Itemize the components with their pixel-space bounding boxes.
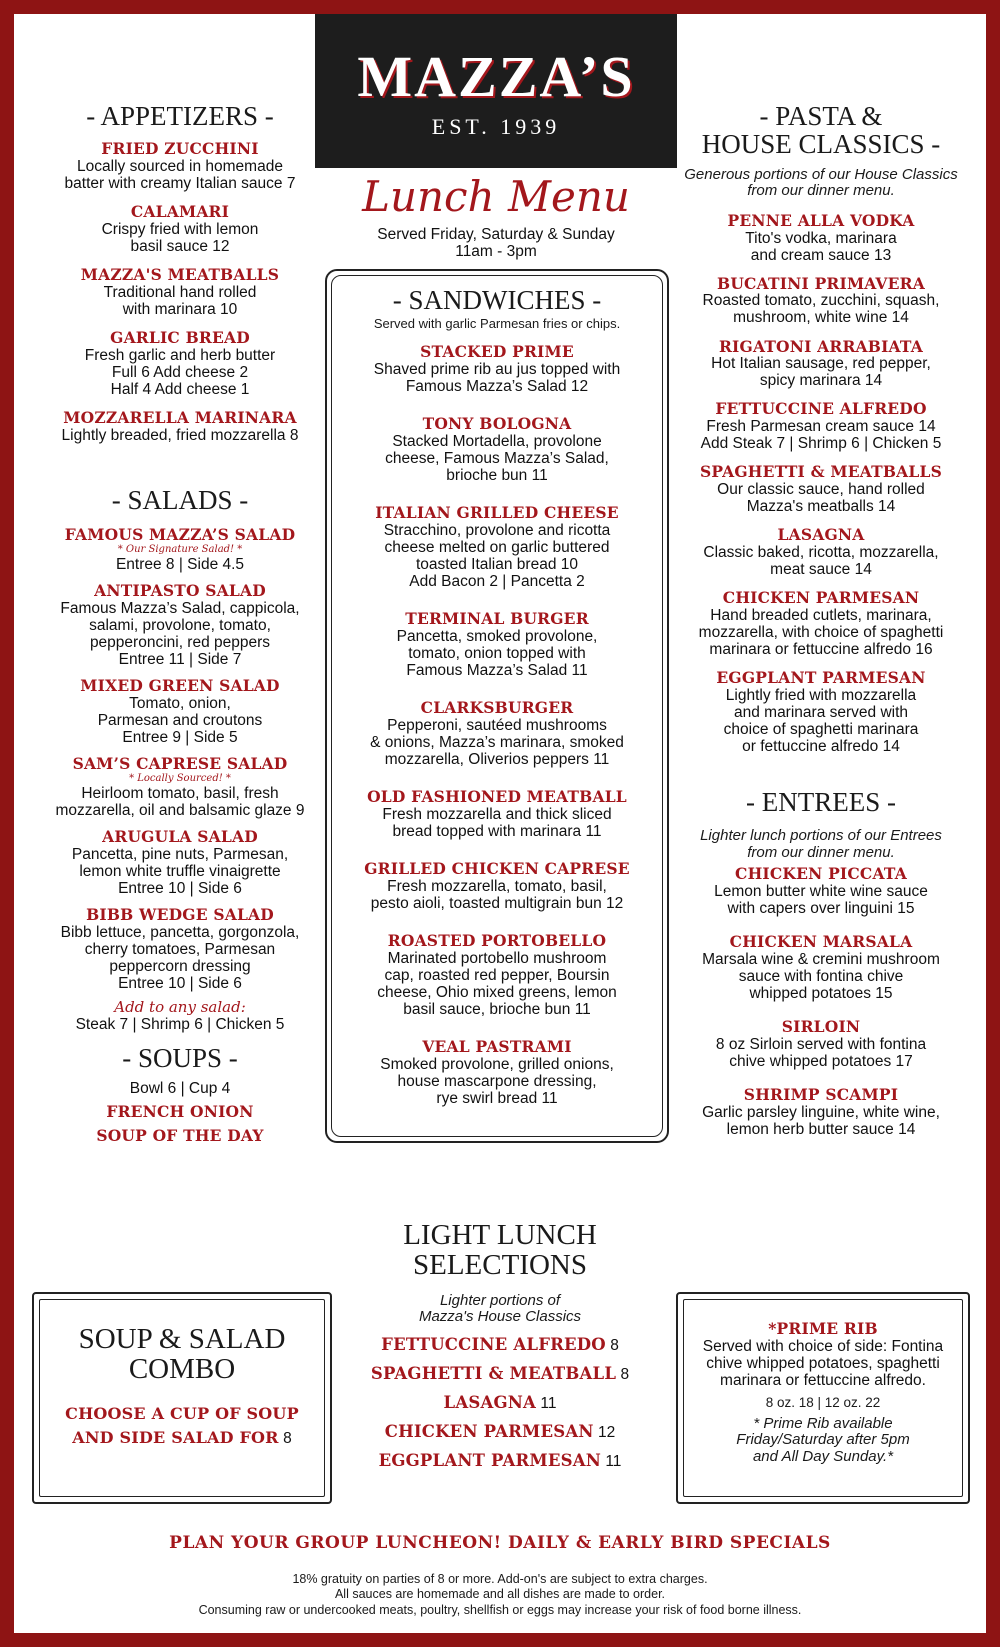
pasta-item-line: Add Steak 7 | Shrimp 6 | Chicken 5 — [700, 435, 942, 453]
sandwich-item — [327, 699, 667, 768]
pasta-item-line: Hot Italian sausage, red pepper, — [711, 355, 931, 373]
prime-rib-note — [676, 1416, 970, 1466]
entree-item-line: chive whipped potatoes 17 — [729, 1053, 913, 1071]
entrees-section — [656, 788, 986, 1138]
pasta-item — [656, 669, 986, 755]
appetizer-item-line: with marinara 10 — [122, 301, 238, 319]
appetizer-item-line: batter with creamy Italian sauce 7 — [64, 175, 296, 193]
pasta-item-line: Hand breaded cutlets, marinara, — [710, 606, 932, 624]
sandwich-item-line: Famous Mazza’s Salad 12 — [405, 378, 589, 396]
pasta-item-line: mozzarella, with choice of spaghetti — [698, 623, 944, 641]
light-lunch-item-name: SPAGHETTI & MEATBALL — [370, 1363, 617, 1383]
appetizer-item — [20, 266, 340, 318]
light-lunch-item-name: CHICKEN PARMESAN — [384, 1421, 594, 1441]
salad-item-note: * Locally Sourced! * — [129, 772, 231, 784]
sandwich-item-line: Stacked Mortadella, provolone — [392, 433, 602, 451]
appetizer-item-line: Half 4 Add cheese 1 — [110, 380, 250, 398]
pasta-item-line: meat sauce 14 — [770, 561, 872, 579]
entree-item — [656, 1086, 986, 1138]
sandwich-item — [327, 343, 667, 395]
light-lunch-title-2: SELECTIONS — [413, 1249, 587, 1282]
pasta-title-2: HOUSE CLASSICS - — [701, 129, 941, 160]
appetizer-item-line: Crispy fried with lemon — [101, 221, 259, 239]
appetizer-item-line: Locally sourced in homemade — [77, 158, 283, 176]
salad-item-name: MIXED GREEN SALAD — [80, 676, 280, 696]
salad-item-line: salami, provolone, tomato, — [89, 617, 271, 635]
light-lunch-item-name: EGGPLANT PARMESAN — [378, 1450, 602, 1470]
salad-item-line: Pancetta, pine nuts, Parmesan, — [71, 845, 289, 863]
prime-rib-note-line: Friday/Saturday after 5pm — [736, 1431, 910, 1449]
appetizer-item-name: MAZZA'S MEATBALLS — [80, 265, 280, 285]
sandwich-item-line: house mascarpone dressing, — [397, 1072, 597, 1090]
entrees-list — [656, 865, 986, 1138]
pasta-item-line: Lightly fried with mozzarella — [725, 686, 917, 704]
light-lunch-item-name: LASAGNA — [443, 1392, 537, 1412]
entree-item-line: 8 oz Sirloin served with fontina — [715, 1036, 927, 1054]
soups-title: - SOUPS - — [122, 1043, 238, 1073]
light-lunch-list — [340, 1336, 660, 1471]
pasta-item-name: CHICKEN PARMESAN — [722, 588, 920, 608]
soup-sizes: Bowl 6 | Cup 4 — [129, 1080, 231, 1098]
sandwich-item-line: Famous Mazza’s Salad 11 — [406, 662, 588, 680]
pasta-item — [656, 212, 986, 264]
combo-price: 8 — [283, 1430, 292, 1448]
entree-item-line: Lemon butter white wine sauce — [714, 883, 928, 901]
entrees-subtitle-2: from our dinner menu. — [747, 843, 895, 861]
light-lunch-item-price: 8 — [616, 1365, 630, 1383]
salad-item-line: Famous Mazza’s Salad, cappicola, — [60, 600, 300, 618]
pasta-item — [656, 526, 986, 578]
appetizer-item-name: CALAMARI — [130, 202, 230, 222]
sandwich-item — [327, 1038, 667, 1107]
appetizer-item-line: Fresh garlic and herb butter — [84, 346, 276, 364]
prime-rib-prices: 8 oz. 18 | 12 oz. 22 — [765, 1394, 881, 1410]
menu-heading — [315, 174, 677, 260]
combo-line-1: CHOOSE A CUP OF SOUP — [65, 1403, 299, 1423]
sandwich-item — [327, 504, 667, 590]
pasta-item-line: marinara or fettuccine alfredo 16 — [709, 641, 933, 659]
salad-item-line: Tomato, onion, — [129, 695, 231, 713]
pasta-item-line: mushroom, white wine 14 — [733, 309, 909, 327]
entree-item-name: CHICKEN PICCATA — [735, 864, 907, 884]
salad-item-line: Entree 8 | Side 4.5 — [115, 556, 245, 574]
soup-item: FRENCH ONION — [106, 1102, 254, 1122]
pasta-item-line: Classic baked, ricotta, mozzarella, — [703, 544, 939, 562]
footer-line: Consuming raw or undercooked meats, poultry, shellfish or eggs may increase your risk of food borne illness. — [198, 1602, 802, 1617]
appetizer-item-name: GARLIC BREAD — [110, 328, 250, 348]
appetizer-item-line: basil sauce 12 — [130, 238, 230, 256]
brand-name: MAZZA’S — [357, 44, 635, 109]
salad-addon-options: Steak 7 | Shrimp 6 | Chicken 5 — [75, 1016, 285, 1034]
light-lunch-item — [340, 1365, 660, 1384]
entrees-subtitle-1: Lighter lunch portions of our Entrees — [700, 827, 942, 845]
salad-item — [20, 526, 340, 573]
entrees-title: - ENTREES - — [746, 787, 896, 817]
sandwich-item-line: cap, roasted red pepper, Boursin — [384, 966, 610, 984]
pasta-item-line: and cream sauce 13 — [750, 246, 892, 264]
sandwich-item — [327, 932, 667, 1018]
appetizer-item-line: Full 6 Add cheese 2 — [111, 363, 249, 381]
sandwich-item-line: basil sauce, brioche bun 11 — [403, 1000, 591, 1018]
pasta-item-name: BUCATINI PRIMAVERA — [717, 273, 925, 293]
sandwich-item-name: GRILLED CHICKEN CAPRESE — [364, 859, 630, 879]
salad-item-name: ARUGULA SALAD — [102, 827, 258, 847]
pasta-item — [656, 338, 986, 390]
entree-item-line: with capers over linguini 15 — [727, 900, 915, 918]
sandwich-item-line: cheese, Famous Mazza’s Salad, — [385, 450, 609, 468]
footer-banner: PLAN YOUR GROUP LUNCHEON! DAILY & EARLY BIRD SPECIALS — [169, 1533, 831, 1553]
light-lunch-subtitle-2: Mazza's House Classics — [418, 1308, 582, 1326]
entree-item-name: CHICKEN MARSALA — [729, 932, 913, 952]
established: EST. 1939 — [431, 114, 561, 139]
light-lunch-section — [340, 1220, 660, 1471]
sandwich-item-line: toasted Italian bread 10 — [415, 556, 578, 574]
salad-item-line: Parmesan and croutons — [97, 712, 263, 730]
sandwiches-subtitle: Served with garlic Parmesan fries or chips. — [373, 316, 621, 332]
appetizer-item — [20, 140, 340, 192]
entree-item-name: SHRIMP SCAMPI — [743, 1085, 899, 1105]
sandwiches-title: - SANDWICHES - — [392, 285, 602, 315]
prime-rib-line: chive whipped potatoes, spaghetti — [706, 1354, 940, 1372]
appetizers-list — [20, 140, 340, 444]
salads-title: - SALADS - — [111, 485, 249, 515]
sandwich-item-line: Fresh mozzarella, tomato, basil, — [387, 877, 607, 895]
footer-line: All sauces are homemade and all dishes are made to order. — [334, 1587, 666, 1602]
prime-rib-note-line: and All Day Sunday.* — [752, 1447, 894, 1465]
sandwich-item-line: Stracchino, provolone and ricotta — [383, 522, 611, 540]
pasta-item — [656, 589, 986, 658]
entree-item — [656, 1018, 986, 1070]
salad-item-line: mozzarella, oil and balsamic glaze 9 — [55, 802, 305, 820]
pasta-item-line: and marinara served with — [733, 703, 909, 721]
pasta-subtitle-2: from our dinner menu. — [747, 182, 895, 200]
sandwich-item-line: cheese melted on garlic buttered — [384, 539, 610, 557]
sandwich-item — [327, 788, 667, 840]
sandwich-item-name: TERMINAL BURGER — [405, 609, 589, 629]
pasta-item-name: PENNE ALLA VODKA — [727, 210, 915, 230]
pasta-item-line: Our classic sauce, hand rolled — [717, 481, 925, 499]
light-lunch-item-name: FETTUCCINE ALFREDO — [381, 1334, 606, 1354]
pasta-subtitle-1: Generous portions of our House Classics — [684, 165, 958, 183]
menu-title: Lunch Menu — [362, 172, 630, 221]
logo-block — [315, 14, 677, 168]
sandwich-item-line: tomato, onion topped with — [408, 645, 586, 663]
pasta-section — [656, 102, 986, 755]
sandwich-item-line: mozzarella, Oliverios peppers 11 — [384, 751, 610, 769]
appetizer-item-line: Traditional hand rolled — [103, 283, 257, 301]
salad-item-line: Entree 10 | Side 6 — [118, 974, 242, 992]
entree-item — [656, 933, 986, 1002]
pasta-item-name: RIGATONI ARRABIATA — [718, 336, 924, 356]
soups-section — [20, 1044, 340, 1145]
sandwich-item-line: & onions, Mazza’s marinara, smoked — [370, 734, 624, 752]
appetizers-title: - APPETIZERS - — [86, 101, 274, 131]
sandwich-item-line: Shaved prime rib au jus topped with — [373, 361, 621, 379]
light-lunch-subtitle-1: Lighter portions of — [439, 1291, 561, 1309]
footer-notes — [14, 1572, 986, 1619]
sandwich-item — [327, 860, 667, 912]
salad-item-line: Entree 9 | Side 5 — [122, 729, 238, 747]
sandwich-item-line: Add Bacon 2 | Pancetta 2 — [409, 573, 585, 591]
pasta-title-1: - PASTA & — [759, 101, 883, 131]
sandwich-item-name: STACKED PRIME — [420, 342, 574, 362]
pasta-list — [656, 212, 986, 755]
sandwich-item-line: Smoked provolone, grilled onions, — [380, 1055, 614, 1073]
salad-item-line: peppercorn dressing — [109, 957, 251, 975]
pasta-item-line: Tito's vodka, marinara — [745, 229, 897, 247]
combo-line-2-row — [34, 1429, 330, 1448]
salad-item — [20, 828, 340, 897]
sandwich-item-name: CLARKSBURGER — [420, 698, 574, 718]
sandwich-item — [327, 415, 667, 484]
sandwich-item — [327, 610, 667, 679]
prime-rib-section — [676, 1320, 970, 1465]
sandwich-item-line: Fresh mozzarella and thick sliced — [382, 805, 612, 823]
entree-item — [656, 865, 986, 917]
appetizer-item-line: Lightly breaded, fried mozzarella 8 — [61, 426, 299, 444]
footer — [14, 1534, 986, 1618]
pasta-item-line: Roasted tomato, zucchini, squash, — [702, 292, 940, 310]
combo-title-2: COMBO — [128, 1353, 236, 1386]
salad-item-name: FAMOUS MAZZA’S SALAD — [64, 525, 296, 545]
salad-addon-title: Add to any salad: — [114, 998, 246, 1017]
sandwich-item-name: VEAL PASTRAMI — [422, 1036, 572, 1056]
salad-item-name: BIBB WEDGE SALAD — [86, 905, 274, 925]
sandwich-item-line: Pepperoni, sautéed mushrooms — [387, 716, 607, 734]
salad-item — [20, 582, 340, 668]
sandwich-item-name: OLD FASHIONED MEATBALL — [367, 787, 627, 807]
entree-item-line: lemon herb butter sauce 14 — [726, 1120, 916, 1138]
pasta-item-line: spicy marinara 14 — [759, 372, 883, 390]
prime-rib-line: marinara or fettuccine alfredo. — [720, 1371, 926, 1389]
pasta-item-name: EGGPLANT PARMESAN — [716, 668, 926, 688]
entree-item-line: Garlic parsley linguine, white wine, — [702, 1103, 940, 1121]
sandwich-item-name: TONY BOLOGNA — [422, 414, 572, 434]
light-lunch-item — [340, 1452, 660, 1471]
footer-line: 18% gratuity on parties of 8 or more. Add-on's are subject to extra charges. — [292, 1571, 708, 1586]
sandwich-item-line: bread topped with marinara 11 — [392, 822, 602, 840]
soup-item: SOUP OF THE DAY — [96, 1126, 264, 1146]
sandwich-item-line: rye swirl bread 11 — [436, 1089, 558, 1107]
salad-item-line: pepperoncini, red peppers — [89, 634, 271, 652]
served-days: Served Friday, Saturday & Sunday — [377, 226, 615, 244]
pasta-item — [656, 463, 986, 515]
combo-title-1: SOUP & SALAD — [78, 1323, 286, 1355]
sandwich-item-line: cheese, Ohio mixed greens, lemon — [377, 983, 617, 1001]
left-column — [20, 102, 340, 444]
salad-item-note: * Our Signature Salad! * — [117, 544, 243, 556]
appetizer-item — [20, 203, 340, 255]
salads-section — [20, 486, 340, 1033]
pasta-item-name: FETTUCCINE ALFREDO — [715, 399, 927, 419]
light-lunch-item-price: 12 — [593, 1423, 616, 1441]
prime-rib-name: *PRIME RIB — [768, 1319, 878, 1338]
pasta-item-line: or fettuccine alfredo 14 — [742, 738, 900, 756]
salad-item — [20, 755, 340, 819]
light-lunch-item-price: 11 — [601, 1452, 622, 1470]
combo-line-2: AND SIDE SALAD FOR — [72, 1428, 279, 1448]
entree-item-line: Marsala wine & cremini mushroom — [702, 951, 940, 969]
sandwich-item-line: Marinated portobello mushroom — [387, 949, 607, 967]
salads-list — [20, 526, 340, 992]
pasta-item — [656, 275, 986, 327]
salad-item — [20, 677, 340, 746]
sandwich-item-line: brioche bun 11 — [446, 467, 548, 485]
light-lunch-item — [340, 1423, 660, 1442]
sandwiches-section — [327, 286, 667, 1107]
sandwich-item-name: ROASTED PORTOBELLO — [387, 930, 607, 950]
menu-page — [14, 14, 986, 1633]
salad-item-line: Entree 10 | Side 6 — [118, 879, 242, 897]
salad-item-line: lemon white truffle vinaigrette — [79, 862, 281, 880]
appetizer-item — [20, 329, 340, 398]
sandwich-item-line: Pancetta, smoked provolone, — [396, 628, 598, 646]
entree-item-line: sauce with fontina chive — [738, 968, 904, 986]
light-lunch-item — [340, 1394, 660, 1413]
salad-item-line: Bibb lettuce, pancetta, gorgonzola, — [60, 923, 300, 941]
pasta-item-name: SPAGHETTI & MEATBALLS — [700, 462, 942, 482]
sandwich-item-name: ITALIAN GRILLED CHEESE — [375, 503, 619, 523]
salad-item-line: Entree 11 | Side 7 — [118, 651, 242, 669]
appetizer-item-name: MOZZARELLA MARINARA — [63, 408, 297, 428]
appetizer-item — [20, 409, 340, 444]
prime-rib-description — [676, 1338, 970, 1389]
prime-rib-note-line: * Prime Rib available — [753, 1414, 893, 1432]
salad-item-line: cherry tomatoes, Parmesan — [84, 940, 276, 958]
sandwiches-list — [327, 343, 667, 1107]
light-lunch-item-price: 8 — [605, 1336, 619, 1354]
soups-list — [20, 1103, 340, 1145]
pasta-item-line: Fresh Parmesan cream sauce 14 — [706, 418, 936, 436]
salad-item-line: Heirloom tomato, basil, fresh — [81, 784, 279, 802]
light-lunch-item-price: 11 — [536, 1394, 557, 1412]
appetizer-item-name: FRIED ZUCCHINI — [101, 139, 259, 159]
pasta-item-name: LASAGNA — [777, 525, 865, 545]
combo-section — [34, 1324, 330, 1448]
salad-item-name: SAM’S CAPRESE SALAD — [72, 754, 288, 774]
pasta-item — [656, 400, 986, 452]
entree-item-line: whipped potatoes 15 — [749, 985, 893, 1003]
prime-rib-line: Served with choice of side: Fontina — [702, 1337, 944, 1355]
pasta-item-line: choice of spaghetti marinara — [723, 720, 919, 738]
pasta-item-line: Mazza's meatballs 14 — [746, 498, 896, 516]
sandwich-item-line: pesto aioli, toasted multigrain bun 12 — [370, 894, 624, 912]
entree-item-name: SIRLOIN — [781, 1017, 861, 1037]
salad-item-name: ANTIPASTO SALAD — [94, 581, 266, 601]
salad-item — [20, 906, 340, 992]
served-hours: 11am - 3pm — [455, 243, 537, 261]
light-lunch-title-1: LIGHT LUNCH — [403, 1219, 597, 1251]
light-lunch-item — [340, 1336, 660, 1355]
